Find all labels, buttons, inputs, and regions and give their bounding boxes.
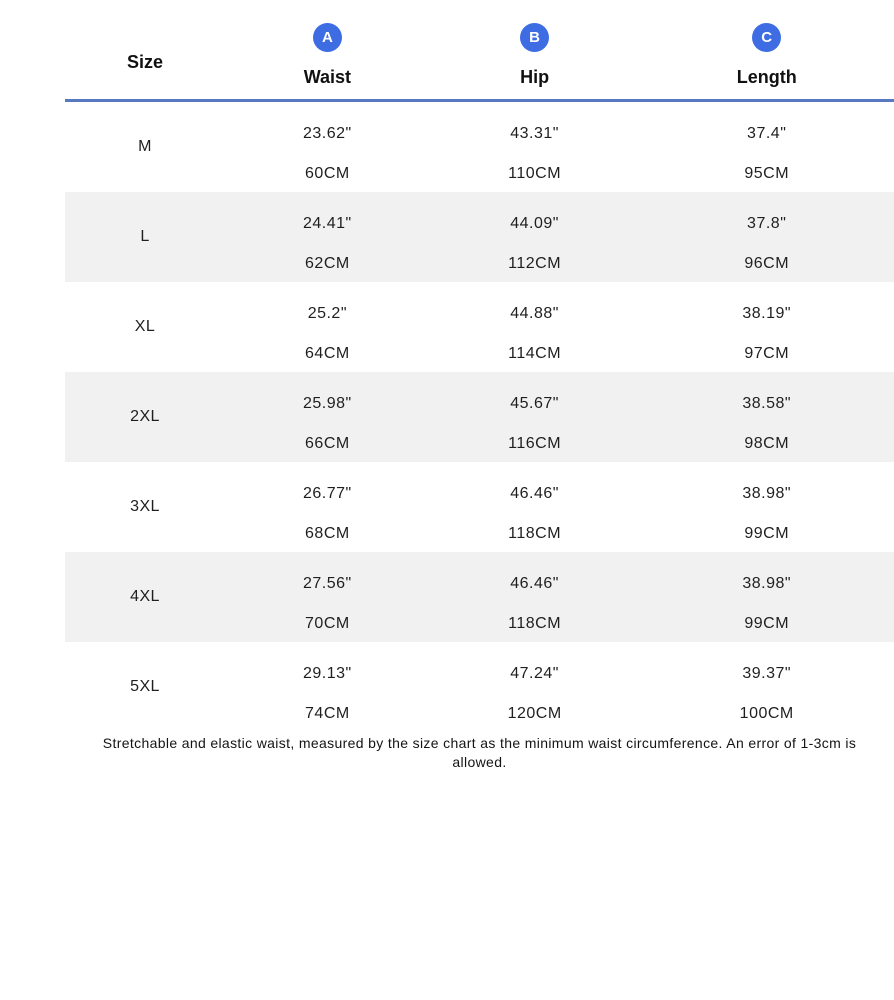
length-cell [639, 192, 894, 282]
length-inches-value: 37.4" [747, 125, 787, 142]
hip-inches-value: 43.31" [510, 125, 559, 142]
hip-cell [430, 642, 640, 732]
table-row [65, 192, 894, 282]
hip-cell [430, 462, 640, 552]
table-row [65, 102, 894, 192]
badge-b-icon: B [520, 23, 549, 52]
waist-inches-value: 26.77" [303, 485, 352, 502]
waist-inches-value: 27.56" [303, 575, 352, 592]
column-header-hip [430, 0, 640, 99]
length-cell [639, 372, 894, 462]
column-header-size [65, 0, 225, 99]
waist-cell [225, 462, 430, 552]
waist-cell [225, 192, 430, 282]
waist-cell [225, 282, 430, 372]
length-inches-value: 37.8" [747, 215, 787, 232]
size-label: 3XL [130, 498, 160, 515]
hip-cell [430, 372, 640, 462]
footnote-line-1: Stretchable and elastic waist, measured by the size chart as the minimum waist circumference. An error of 1-3cm is [102, 735, 857, 751]
hip-cm-value: 118CM [508, 615, 562, 632]
badge-a-icon: A [313, 23, 342, 52]
hip-cm-value: 110CM [508, 165, 562, 182]
table-row [65, 462, 894, 552]
waist-inches-value: 23.62" [303, 125, 352, 142]
size-label: M [138, 138, 152, 155]
length-cell [639, 642, 894, 732]
length-cm-value: 98CM [744, 435, 790, 452]
size-label: 4XL [130, 588, 160, 605]
hip-cell [430, 282, 640, 372]
hip-cm-value: 112CM [508, 255, 562, 272]
length-cm-value: 97CM [744, 345, 790, 362]
hip-cell [430, 552, 640, 642]
waist-cm-value: 62CM [305, 255, 350, 272]
size-chart-table [65, 0, 894, 732]
waist-cm-value: 64CM [305, 345, 350, 362]
waist-cm-value: 74CM [305, 705, 350, 722]
hip-cell [430, 192, 640, 282]
size-label: 5XL [130, 678, 160, 695]
length-cell [639, 102, 894, 192]
hip-header-label: Hip [520, 67, 550, 87]
hip-inches-value: 45.67" [510, 395, 559, 412]
waist-inches-value: 29.13" [303, 665, 352, 682]
length-cell [639, 282, 894, 372]
waist-cell [225, 552, 430, 642]
waist-header-label: Waist [303, 67, 352, 87]
footnote-line-2: allowed. [452, 754, 507, 770]
table-header-row [65, 0, 894, 102]
hip-cm-value: 114CM [508, 345, 562, 362]
waist-cm-value: 66CM [305, 435, 350, 452]
hip-cm-value: 116CM [508, 435, 562, 452]
size-label: XL [134, 318, 156, 335]
hip-inches-value: 46.46" [510, 485, 559, 502]
size-label: L [140, 228, 150, 245]
table-row [65, 372, 894, 462]
length-cm-value: 96CM [744, 255, 790, 272]
hip-inches-value: 44.88" [510, 305, 559, 322]
hip-inches-value: 46.46" [510, 575, 559, 592]
length-inches-value: 38.58" [742, 395, 792, 412]
length-inches-value: 38.98" [742, 575, 792, 592]
footnote [65, 734, 894, 772]
length-inches-value: 38.19" [742, 305, 792, 322]
length-inches-value: 39.37" [742, 665, 792, 682]
column-header-waist [225, 0, 430, 99]
waist-inches-value: 25.98" [303, 395, 352, 412]
waist-inches-value: 24.41" [303, 215, 352, 232]
waist-cell [225, 372, 430, 462]
length-cm-value: 99CM [744, 525, 790, 542]
column-header-length [639, 0, 894, 99]
waist-inches-value: 25.2" [307, 305, 348, 322]
length-inches-value: 38.98" [742, 485, 792, 502]
badge-c-icon: C [752, 23, 781, 52]
length-cell [639, 552, 894, 642]
waist-cm-value: 68CM [305, 525, 350, 542]
waist-cm-value: 70CM [305, 615, 350, 632]
table-row [65, 282, 894, 372]
size-header-label: Size [126, 52, 163, 72]
length-header-label: Length [736, 67, 797, 87]
length-cm-value: 99CM [744, 615, 790, 632]
hip-inches-value: 44.09" [510, 215, 559, 232]
table-row [65, 642, 894, 732]
length-cm-value: 95CM [744, 165, 790, 182]
hip-cm-value: 120CM [507, 705, 562, 722]
hip-inches-value: 47.24" [510, 665, 559, 682]
table-row [65, 552, 894, 642]
waist-cell [225, 642, 430, 732]
hip-cm-value: 118CM [508, 525, 562, 542]
length-cell [639, 462, 894, 552]
waist-cm-value: 60CM [305, 165, 350, 182]
hip-cell [430, 102, 640, 192]
size-label: 2XL [130, 408, 160, 425]
table-body [65, 102, 894, 732]
length-cm-value: 100CM [739, 705, 794, 722]
waist-cell [225, 102, 430, 192]
